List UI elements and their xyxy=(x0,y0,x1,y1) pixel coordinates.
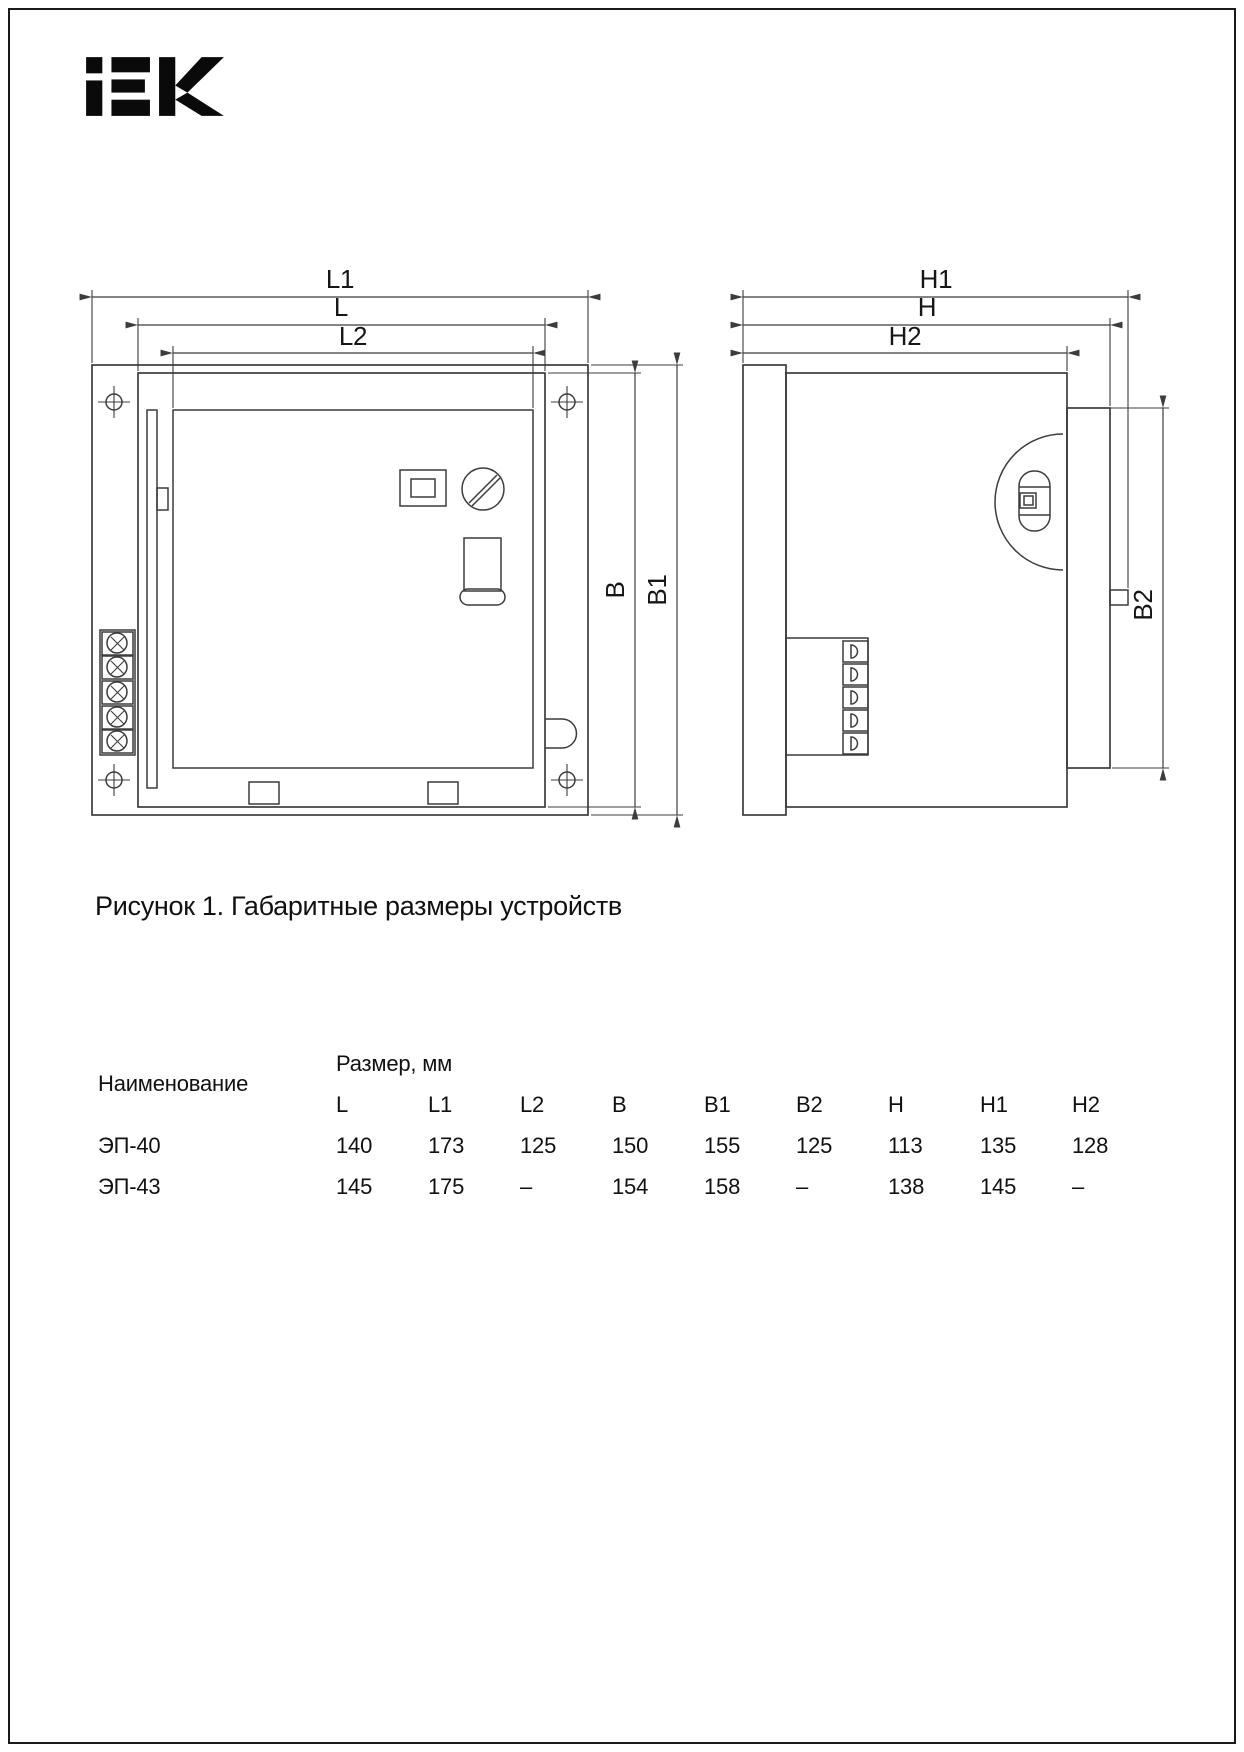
cell-value: 155 xyxy=(704,1132,741,1158)
cell-value: 150 xyxy=(612,1132,649,1158)
front-left-bar-tab xyxy=(157,488,168,510)
header-col-L1: L1 xyxy=(428,1091,453,1117)
header-col-B1: B1 xyxy=(704,1091,731,1117)
row-name: ЭП-40 xyxy=(98,1132,161,1158)
dim-label-h1: H1 xyxy=(919,264,953,294)
cell-value: 140 xyxy=(336,1132,373,1158)
header-col-H1: H1 xyxy=(980,1091,1008,1117)
mounting-hole-bottom-right xyxy=(551,764,583,796)
side-front-flange xyxy=(743,365,786,815)
bottom-foot-left xyxy=(249,782,279,804)
dim-label-b: B xyxy=(600,581,630,599)
cell-value: 158 xyxy=(704,1173,741,1199)
dim-label-b2: B2 xyxy=(1128,589,1158,621)
header-col-L2: L2 xyxy=(520,1091,545,1117)
seal-screw-boss xyxy=(995,434,1063,570)
front-view-drawing xyxy=(92,264,683,815)
front-body xyxy=(138,373,545,807)
table-header-row-1 xyxy=(89,1043,1155,1084)
cell-value: 128 xyxy=(1072,1132,1109,1158)
dim-label-l2: L2 xyxy=(338,321,368,351)
side-view-drawing xyxy=(743,264,1169,815)
slotted-screw xyxy=(462,468,504,510)
dimensional-drawing xyxy=(0,0,1244,870)
dim-label-l1: L1 xyxy=(325,264,355,294)
header-size-mm: Размер, мм xyxy=(336,1050,453,1076)
header-col-H2: H2 xyxy=(1072,1091,1100,1117)
table-row-ep40 xyxy=(89,1125,1155,1166)
side-rear-tab xyxy=(1110,590,1128,605)
dim-label-b1: B1 xyxy=(642,574,672,606)
header-name: Наименование xyxy=(98,1071,249,1096)
mounting-hole-top-left xyxy=(98,386,130,418)
terminal-block-front xyxy=(100,630,135,755)
cell-value: 175 xyxy=(428,1173,465,1199)
cell-value: 138 xyxy=(888,1173,925,1199)
front-left-bar xyxy=(147,410,157,788)
dim-label-h: H xyxy=(917,292,937,322)
mounting-hole-top-right xyxy=(551,386,583,418)
side-bump xyxy=(545,719,577,748)
cell-value: 154 xyxy=(612,1173,649,1199)
table-row-ep43 xyxy=(89,1166,1155,1207)
cell-value: 125 xyxy=(796,1132,833,1158)
cell-value: 145 xyxy=(336,1173,373,1199)
dimensions-table xyxy=(89,1043,1155,1207)
header-col-B2: B2 xyxy=(796,1091,823,1117)
switch-lever xyxy=(460,538,505,605)
header-col-H: H xyxy=(888,1091,904,1117)
cell-value: – xyxy=(796,1173,809,1199)
mounting-hole-bottom-left xyxy=(98,764,130,796)
bottom-foot-right xyxy=(428,782,458,804)
cell-value: – xyxy=(520,1173,533,1199)
row-name: ЭП-43 xyxy=(98,1173,161,1199)
side-body xyxy=(786,373,1067,807)
header-col-L: L xyxy=(336,1091,349,1117)
figure-caption: Рисунок 1. Габаритные размеры устройств xyxy=(95,891,622,921)
front-flange-plate xyxy=(92,365,588,815)
dim-label-h2: H2 xyxy=(888,321,922,351)
cell-value: 125 xyxy=(520,1132,557,1158)
cell-value: 135 xyxy=(980,1132,1017,1158)
cell-value: 145 xyxy=(980,1173,1017,1199)
dim-label-l: L xyxy=(333,292,349,322)
display-window xyxy=(400,470,446,506)
cell-value: – xyxy=(1072,1173,1085,1199)
header-col-B: B xyxy=(612,1091,627,1117)
side-rear-panel xyxy=(1067,408,1110,768)
cell-value: 113 xyxy=(888,1132,923,1158)
cell-value: 173 xyxy=(428,1132,465,1158)
terminal-block-side xyxy=(786,638,868,755)
